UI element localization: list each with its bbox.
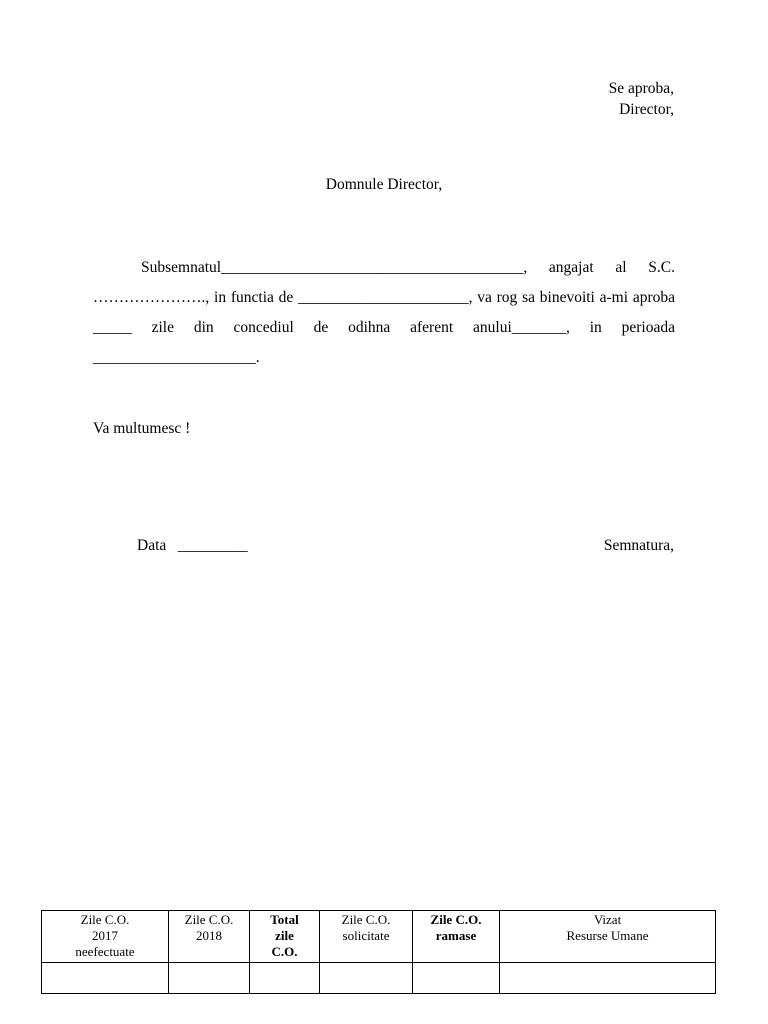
header-total-leave: Total zile C.O. bbox=[250, 911, 320, 963]
header-requested-leave: Zile C.O. solicitate bbox=[320, 911, 413, 963]
approval-block bbox=[609, 78, 674, 120]
request-text: Subsemnatul_______________________________________, angajat al S.C. …………………., in functia de ______________________, va rog sa binevoiti a-mi aproba _____ zile din concediul de odihna aferent anului_______, in perioada _____________________. bbox=[93, 259, 675, 366]
date-label: Data bbox=[137, 537, 167, 554]
date-field bbox=[137, 537, 248, 555]
header-unused-leave-2017: Zile C.O. 2017 neefectuate bbox=[42, 911, 169, 963]
table-header-row bbox=[42, 911, 716, 963]
header-hr-approval: Vizat Resurse Umane bbox=[500, 911, 716, 963]
cell-leave-2018 bbox=[169, 963, 250, 994]
header-remaining-leave: Zile C.O. ramase bbox=[413, 911, 500, 963]
thanks-line: Va multumesc ! bbox=[93, 420, 191, 437]
header-leave-2018: Zile C.O. 2018 bbox=[169, 911, 250, 963]
cell-remaining-leave bbox=[413, 963, 500, 994]
request-paragraph bbox=[93, 253, 675, 373]
leave-summary-table bbox=[41, 910, 716, 994]
cell-hr-approval bbox=[500, 963, 716, 994]
approval-line: Se aproba, bbox=[608, 80, 674, 97]
approval-title: Director, bbox=[619, 101, 674, 118]
cell-total-leave bbox=[250, 963, 320, 994]
signature-label: Semnatura, bbox=[603, 537, 674, 554]
cell-unused-leave-2017 bbox=[42, 963, 169, 994]
cell-requested-leave bbox=[320, 963, 413, 994]
date-blank: _________ bbox=[177, 537, 248, 554]
salutation: Domnule Director, bbox=[325, 176, 443, 193]
table-row bbox=[42, 963, 716, 994]
